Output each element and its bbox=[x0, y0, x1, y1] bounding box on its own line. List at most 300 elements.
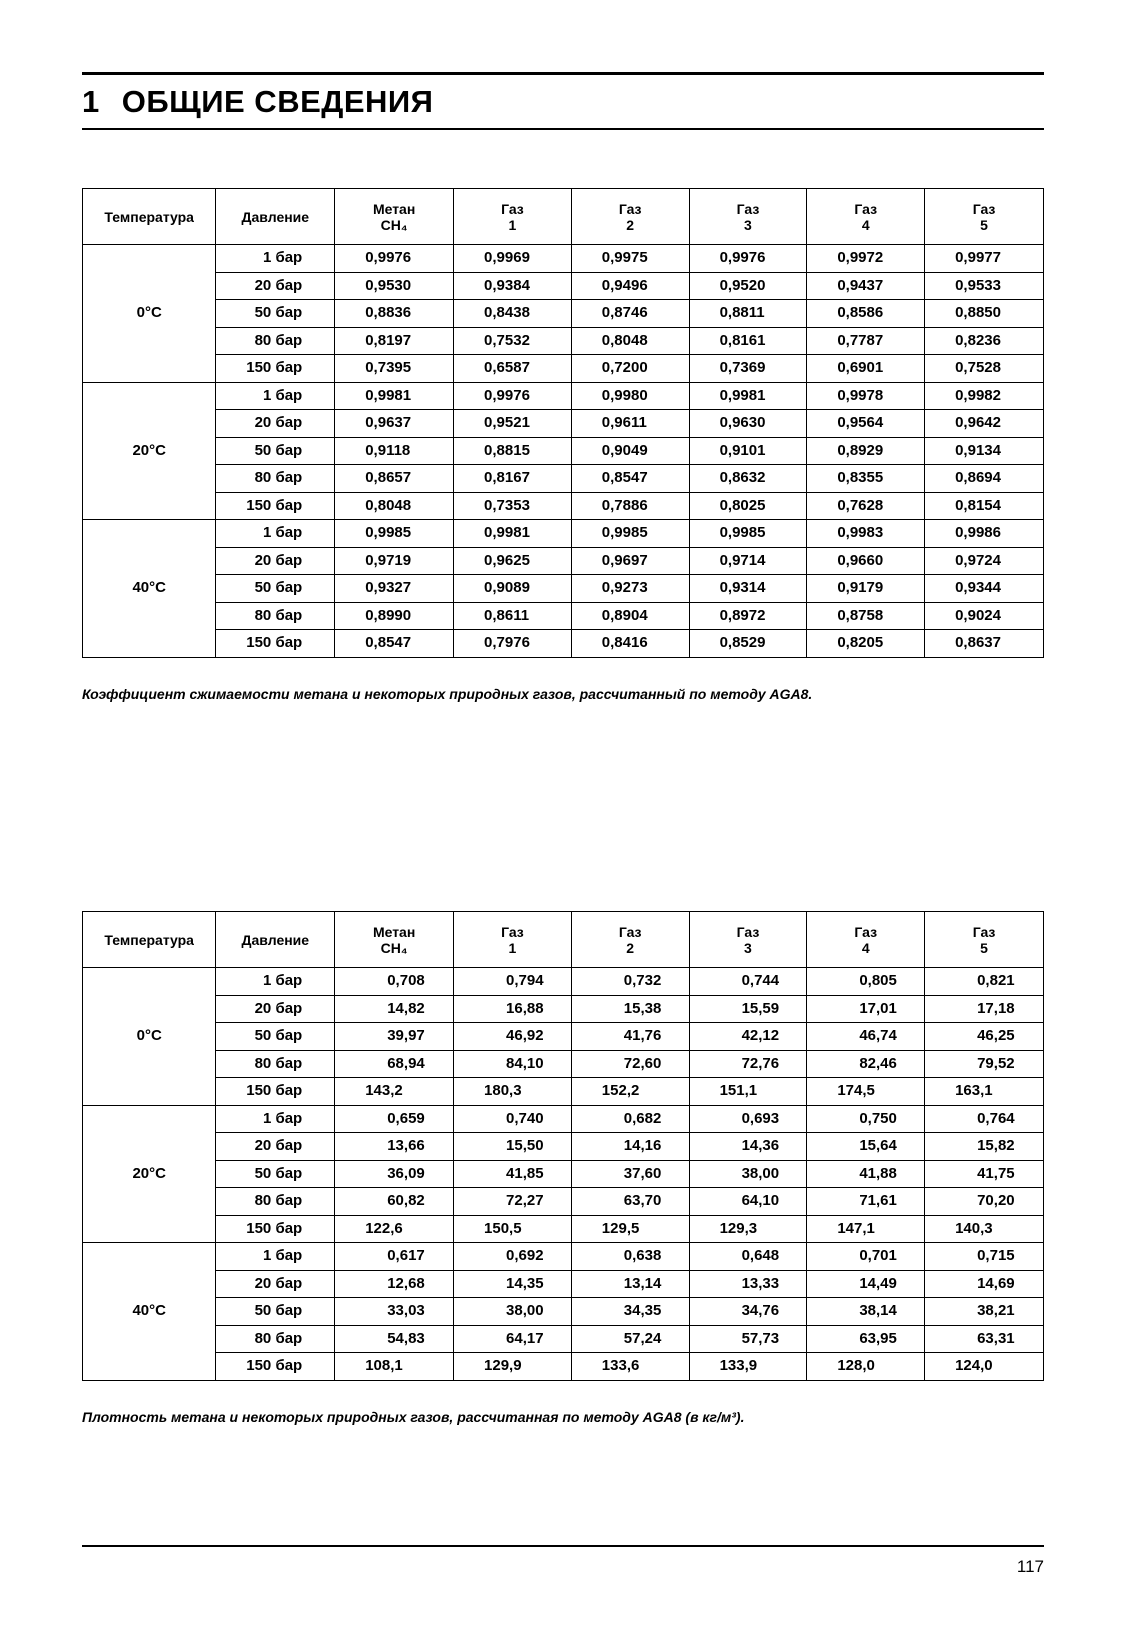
value-cell: 129,3 bbox=[689, 1215, 807, 1243]
pressure-cell: 80 бар bbox=[216, 465, 335, 493]
value-cell: 0,8048 bbox=[571, 327, 689, 355]
value-cell: 0,764 bbox=[925, 1105, 1044, 1133]
value-cell: 0,9972 bbox=[807, 245, 925, 273]
value-cell: 0,6587 bbox=[454, 355, 572, 383]
temperature-cell: 20°C bbox=[83, 382, 216, 520]
value-cell: 0,8154 bbox=[925, 492, 1044, 520]
header-gas-number: 1 bbox=[508, 216, 517, 233]
value-cell: 60,82 bbox=[335, 1188, 454, 1216]
value-cell: 0,7976 bbox=[454, 630, 572, 658]
value-cell: 0,7787 bbox=[807, 327, 925, 355]
value-cell: 41,85 bbox=[454, 1160, 572, 1188]
value-cell: 0,9314 bbox=[689, 575, 807, 603]
header-gas-label: Газ bbox=[618, 200, 642, 217]
pressure-cell: 20 бар bbox=[216, 410, 335, 438]
header-gas-number: 3 bbox=[744, 939, 752, 956]
header-temperature: Температура bbox=[83, 912, 216, 968]
value-cell: 12,68 bbox=[335, 1270, 454, 1298]
table-row bbox=[83, 602, 1044, 630]
value-cell: 0,9024 bbox=[925, 602, 1044, 630]
value-cell: 84,10 bbox=[454, 1050, 572, 1078]
table-row bbox=[83, 520, 1044, 548]
value-cell: 163,1 bbox=[925, 1078, 1044, 1106]
header-gas-label: Газ bbox=[501, 200, 524, 217]
compressibility-caption: Коэффициент сжимаемости метана и некоторых природных газов, рассчитанный по методу AGA8. bbox=[82, 686, 813, 702]
temperature-cell: 0°C bbox=[83, 968, 216, 1106]
value-cell: 14,36 bbox=[689, 1133, 807, 1161]
value-cell: 0,9985 bbox=[689, 520, 807, 548]
value-cell: 180,3 bbox=[454, 1078, 572, 1106]
section-title: ОБЩИЕ СВЕДЕНИЯ bbox=[121, 84, 434, 119]
header-gas-3 bbox=[689, 912, 807, 968]
value-cell: 0,9437 bbox=[807, 272, 925, 300]
value-cell: 0,8048 bbox=[335, 492, 454, 520]
header-gas-number: 3 bbox=[744, 216, 752, 233]
value-cell: 0,9981 bbox=[689, 382, 807, 410]
header-methane-formula: CH₄ bbox=[380, 939, 408, 956]
table-row bbox=[83, 1133, 1044, 1161]
value-cell: 0,8836 bbox=[335, 300, 454, 328]
value-cell: 0,8611 bbox=[454, 602, 572, 630]
value-cell: 0,9625 bbox=[454, 547, 572, 575]
value-cell: 0,9975 bbox=[571, 245, 689, 273]
pressure-cell: 150 бар bbox=[216, 630, 335, 658]
value-cell: 122,6 bbox=[335, 1215, 454, 1243]
value-cell: 0,8972 bbox=[689, 602, 807, 630]
value-cell: 0,617 bbox=[335, 1243, 454, 1271]
table-row bbox=[83, 1243, 1044, 1271]
compressibility-table-wrap bbox=[82, 188, 1044, 658]
value-cell: 39,97 bbox=[335, 1023, 454, 1051]
table-row bbox=[83, 575, 1044, 603]
value-cell: 0,805 bbox=[807, 968, 925, 996]
value-cell: 0,9101 bbox=[689, 437, 807, 465]
table-row bbox=[83, 300, 1044, 328]
value-cell: 0,7395 bbox=[335, 355, 454, 383]
value-cell: 0,7353 bbox=[454, 492, 572, 520]
pressure-cell: 50 бар bbox=[216, 437, 335, 465]
value-cell: 17,01 bbox=[807, 995, 925, 1023]
value-cell: 0,9521 bbox=[454, 410, 572, 438]
value-cell: 68,94 bbox=[335, 1050, 454, 1078]
table-row bbox=[83, 1023, 1044, 1051]
header-gas-number: 5 bbox=[980, 216, 988, 233]
header-gas-label: Газ bbox=[972, 923, 996, 940]
value-cell: 72,27 bbox=[454, 1188, 572, 1216]
header-gas-number: 5 bbox=[980, 939, 988, 956]
value-cell: 0,9976 bbox=[689, 245, 807, 273]
value-cell: 0,9660 bbox=[807, 547, 925, 575]
header-row bbox=[83, 189, 1044, 245]
value-cell: 0,8416 bbox=[571, 630, 689, 658]
value-cell: 36,09 bbox=[335, 1160, 454, 1188]
value-cell: 0,708 bbox=[335, 968, 454, 996]
value-cell: 72,76 bbox=[689, 1050, 807, 1078]
value-cell: 0,8811 bbox=[689, 300, 807, 328]
pressure-cell: 50 бар bbox=[216, 575, 335, 603]
temperature-cell: 20°C bbox=[83, 1105, 216, 1243]
value-cell: 0,693 bbox=[689, 1105, 807, 1133]
value-cell: 0,659 bbox=[335, 1105, 454, 1133]
value-cell: 0,6901 bbox=[807, 355, 925, 383]
value-cell: 0,8438 bbox=[454, 300, 572, 328]
temperature-cell: 40°C bbox=[83, 520, 216, 658]
value-cell: 0,9049 bbox=[571, 437, 689, 465]
value-cell: 38,14 bbox=[807, 1298, 925, 1326]
header-gas-number: 4 bbox=[861, 939, 870, 956]
value-cell: 46,25 bbox=[925, 1023, 1044, 1051]
value-cell: 0,9981 bbox=[335, 382, 454, 410]
value-cell: 17,18 bbox=[925, 995, 1044, 1023]
value-cell: 37,60 bbox=[571, 1160, 689, 1188]
value-cell: 0,794 bbox=[454, 968, 572, 996]
header-pressure: Давление bbox=[216, 189, 335, 245]
value-cell: 0,9273 bbox=[571, 575, 689, 603]
header-gas-1 bbox=[454, 912, 572, 968]
value-cell: 0,9981 bbox=[454, 520, 572, 548]
value-cell: 64,17 bbox=[454, 1325, 572, 1353]
value-cell: 0,9985 bbox=[335, 520, 454, 548]
page-number: 117 bbox=[1016, 1557, 1044, 1576]
value-cell: 70,20 bbox=[925, 1188, 1044, 1216]
value-cell: 0,638 bbox=[571, 1243, 689, 1271]
value-cell: 0,9983 bbox=[807, 520, 925, 548]
value-cell: 0,8161 bbox=[689, 327, 807, 355]
value-cell: 46,92 bbox=[454, 1023, 572, 1051]
pressure-cell: 150 бар bbox=[216, 1078, 335, 1106]
table-row bbox=[83, 465, 1044, 493]
value-cell: 124,0 bbox=[925, 1353, 1044, 1381]
value-cell: 41,88 bbox=[807, 1160, 925, 1188]
value-cell: 0,9976 bbox=[335, 245, 454, 273]
value-cell: 128,0 bbox=[807, 1353, 925, 1381]
value-cell: 0,8694 bbox=[925, 465, 1044, 493]
value-cell: 0,8167 bbox=[454, 465, 572, 493]
table-row bbox=[83, 968, 1044, 996]
value-cell: 41,76 bbox=[571, 1023, 689, 1051]
value-cell: 152,2 bbox=[571, 1078, 689, 1106]
value-cell: 64,10 bbox=[689, 1188, 807, 1216]
pressure-cell: 1 бар bbox=[216, 520, 335, 548]
table-body bbox=[83, 968, 1044, 1381]
value-cell: 0,9977 bbox=[925, 245, 1044, 273]
table-row bbox=[83, 245, 1044, 273]
pressure-cell: 150 бар bbox=[216, 1215, 335, 1243]
value-cell: 38,21 bbox=[925, 1298, 1044, 1326]
header-gas-label: Газ bbox=[736, 200, 760, 217]
value-cell: 16,88 bbox=[454, 995, 572, 1023]
header-gas-1 bbox=[454, 189, 572, 245]
footer-rule bbox=[82, 1545, 1044, 1547]
table-row bbox=[83, 492, 1044, 520]
value-cell: 0,682 bbox=[571, 1105, 689, 1133]
header-pressure: Давление bbox=[216, 912, 335, 968]
value-cell: 0,701 bbox=[807, 1243, 925, 1271]
value-cell: 82,46 bbox=[807, 1050, 925, 1078]
value-cell: 63,31 bbox=[925, 1325, 1044, 1353]
table-row bbox=[83, 995, 1044, 1023]
value-cell: 0,9520 bbox=[689, 272, 807, 300]
table-row bbox=[83, 630, 1044, 658]
value-cell: 0,648 bbox=[689, 1243, 807, 1271]
value-cell: 0,9564 bbox=[807, 410, 925, 438]
value-cell: 0,7532 bbox=[454, 327, 572, 355]
pressure-cell: 80 бар bbox=[216, 327, 335, 355]
density-caption: Плотность метана и некоторых природных газов, рассчитанная по методу AGA8 (в кг/м³). bbox=[82, 1409, 745, 1425]
pressure-cell: 1 бар bbox=[216, 245, 335, 273]
pressure-cell: 1 бар bbox=[216, 382, 335, 410]
pressure-cell: 20 бар bbox=[216, 995, 335, 1023]
pressure-cell: 150 бар bbox=[216, 492, 335, 520]
compressibility-table bbox=[82, 188, 1044, 658]
value-cell: 0,7200 bbox=[571, 355, 689, 383]
table-header bbox=[83, 189, 1044, 245]
value-cell: 0,8637 bbox=[925, 630, 1044, 658]
value-cell: 0,9978 bbox=[807, 382, 925, 410]
table-row bbox=[83, 1215, 1044, 1243]
value-cell: 63,70 bbox=[571, 1188, 689, 1216]
value-cell: 0,9179 bbox=[807, 575, 925, 603]
value-cell: 14,69 bbox=[925, 1270, 1044, 1298]
table-row bbox=[83, 355, 1044, 383]
table-row bbox=[83, 437, 1044, 465]
value-cell: 0,8657 bbox=[335, 465, 454, 493]
value-cell: 15,50 bbox=[454, 1133, 572, 1161]
header-temperature: Температура bbox=[83, 189, 216, 245]
value-cell: 129,5 bbox=[571, 1215, 689, 1243]
value-cell: 0,9496 bbox=[571, 272, 689, 300]
value-cell: 71,61 bbox=[807, 1188, 925, 1216]
pressure-cell: 1 бар bbox=[216, 1105, 335, 1133]
value-cell: 0,8815 bbox=[454, 437, 572, 465]
temperature-cell: 0°C bbox=[83, 245, 216, 383]
value-cell: 143,2 bbox=[335, 1078, 454, 1106]
value-cell: 0,9630 bbox=[689, 410, 807, 438]
header-gas-label: Газ bbox=[618, 923, 642, 940]
table-row bbox=[83, 547, 1044, 575]
header-gas-2 bbox=[571, 912, 689, 968]
table-row bbox=[83, 1353, 1044, 1381]
value-cell: 46,74 bbox=[807, 1023, 925, 1051]
header-gas-number: 2 bbox=[626, 216, 635, 233]
value-cell: 0,9327 bbox=[335, 575, 454, 603]
pressure-cell: 80 бар bbox=[216, 1050, 335, 1078]
value-cell: 41,75 bbox=[925, 1160, 1044, 1188]
header-gas-number: 2 bbox=[626, 939, 635, 956]
value-cell: 140,3 bbox=[925, 1215, 1044, 1243]
pressure-cell: 1 бар bbox=[216, 1243, 335, 1271]
value-cell: 0,9714 bbox=[689, 547, 807, 575]
value-cell: 0,8025 bbox=[689, 492, 807, 520]
table-row bbox=[83, 272, 1044, 300]
value-cell: 0,9985 bbox=[571, 520, 689, 548]
heading-underline bbox=[82, 128, 1044, 130]
value-cell: 133,6 bbox=[571, 1353, 689, 1381]
value-cell: 0,7886 bbox=[571, 492, 689, 520]
header-gas-label: Газ bbox=[736, 923, 760, 940]
value-cell: 14,82 bbox=[335, 995, 454, 1023]
value-cell: 129,9 bbox=[454, 1353, 572, 1381]
header-methane bbox=[335, 189, 454, 245]
value-cell: 0,9533 bbox=[925, 272, 1044, 300]
value-cell: 0,8529 bbox=[689, 630, 807, 658]
value-cell: 0,9530 bbox=[335, 272, 454, 300]
header-gas-4 bbox=[807, 189, 925, 245]
pressure-cell: 150 бар bbox=[216, 1353, 335, 1381]
table-row bbox=[83, 1270, 1044, 1298]
header-row bbox=[83, 912, 1044, 968]
table-row bbox=[83, 1298, 1044, 1326]
value-cell: 0,9089 bbox=[454, 575, 572, 603]
value-cell: 0,692 bbox=[454, 1243, 572, 1271]
header-methane-formula: CH₄ bbox=[380, 216, 408, 233]
value-cell: 0,9642 bbox=[925, 410, 1044, 438]
value-cell: 0,715 bbox=[925, 1243, 1044, 1271]
top-rule bbox=[82, 72, 1044, 75]
header-methane bbox=[335, 912, 454, 968]
pressure-cell: 80 бар bbox=[216, 602, 335, 630]
temperature-cell: 40°C bbox=[83, 1243, 216, 1381]
value-cell: 0,8586 bbox=[807, 300, 925, 328]
value-cell: 0,8236 bbox=[925, 327, 1044, 355]
value-cell: 0,9969 bbox=[454, 245, 572, 273]
table-row bbox=[83, 410, 1044, 438]
value-cell: 54,83 bbox=[335, 1325, 454, 1353]
value-cell: 14,49 bbox=[807, 1270, 925, 1298]
header-gas-label: Газ bbox=[854, 200, 878, 217]
value-cell: 0,8746 bbox=[571, 300, 689, 328]
table-row bbox=[83, 382, 1044, 410]
table-row bbox=[83, 1078, 1044, 1106]
table-row bbox=[83, 1160, 1044, 1188]
header-gas-number: 1 bbox=[508, 939, 517, 956]
value-cell: 0,9976 bbox=[454, 382, 572, 410]
value-cell: 79,52 bbox=[925, 1050, 1044, 1078]
value-cell: 108,1 bbox=[335, 1353, 454, 1381]
value-cell: 0,732 bbox=[571, 968, 689, 996]
value-cell: 0,8990 bbox=[335, 602, 454, 630]
value-cell: 13,33 bbox=[689, 1270, 807, 1298]
value-cell: 0,8929 bbox=[807, 437, 925, 465]
value-cell: 147,1 bbox=[807, 1215, 925, 1243]
value-cell: 0,9637 bbox=[335, 410, 454, 438]
section-heading bbox=[82, 84, 433, 120]
value-cell: 133,9 bbox=[689, 1353, 807, 1381]
value-cell: 13,14 bbox=[571, 1270, 689, 1298]
table-row bbox=[83, 1105, 1044, 1133]
header-methane-name: Метан bbox=[372, 200, 416, 217]
value-cell: 38,00 bbox=[689, 1160, 807, 1188]
value-cell: 0,750 bbox=[807, 1105, 925, 1133]
pressure-cell: 50 бар bbox=[216, 1298, 335, 1326]
header-gas-label: Газ bbox=[501, 923, 524, 940]
pressure-cell: 20 бар bbox=[216, 1133, 335, 1161]
value-cell: 0,9344 bbox=[925, 575, 1044, 603]
value-cell: 0,9982 bbox=[925, 382, 1044, 410]
header-methane-name: Метан bbox=[372, 923, 416, 940]
value-cell: 0,8355 bbox=[807, 465, 925, 493]
value-cell: 0,8904 bbox=[571, 602, 689, 630]
header-gas-number: 4 bbox=[861, 216, 870, 233]
value-cell: 57,73 bbox=[689, 1325, 807, 1353]
value-cell: 0,9719 bbox=[335, 547, 454, 575]
value-cell: 0,9611 bbox=[571, 410, 689, 438]
pressure-cell: 20 бар bbox=[216, 272, 335, 300]
value-cell: 0,8205 bbox=[807, 630, 925, 658]
pressure-cell: 20 бар bbox=[216, 1270, 335, 1298]
value-cell: 0,7369 bbox=[689, 355, 807, 383]
value-cell: 72,60 bbox=[571, 1050, 689, 1078]
value-cell: 150,5 bbox=[454, 1215, 572, 1243]
header-gas-3 bbox=[689, 189, 807, 245]
density-table bbox=[82, 911, 1044, 1381]
value-cell: 38,00 bbox=[454, 1298, 572, 1326]
value-cell: 0,9134 bbox=[925, 437, 1044, 465]
value-cell: 0,9697 bbox=[571, 547, 689, 575]
value-cell: 0,9118 bbox=[335, 437, 454, 465]
value-cell: 15,38 bbox=[571, 995, 689, 1023]
value-cell: 0,8547 bbox=[335, 630, 454, 658]
value-cell: 14,16 bbox=[571, 1133, 689, 1161]
value-cell: 0,7528 bbox=[925, 355, 1044, 383]
value-cell: 13,66 bbox=[335, 1133, 454, 1161]
value-cell: 63,95 bbox=[807, 1325, 925, 1353]
value-cell: 0,8547 bbox=[571, 465, 689, 493]
value-cell: 0,9986 bbox=[925, 520, 1044, 548]
value-cell: 57,24 bbox=[571, 1325, 689, 1353]
value-cell: 34,35 bbox=[571, 1298, 689, 1326]
pressure-cell: 1 бар bbox=[216, 968, 335, 996]
header-gas-5 bbox=[925, 189, 1044, 245]
pressure-cell: 80 бар bbox=[216, 1188, 335, 1216]
header-gas-5 bbox=[925, 912, 1044, 968]
value-cell: 33,03 bbox=[335, 1298, 454, 1326]
value-cell: 0,9980 bbox=[571, 382, 689, 410]
value-cell: 0,8758 bbox=[807, 602, 925, 630]
pressure-cell: 50 бар bbox=[216, 1160, 335, 1188]
value-cell: 0,8850 bbox=[925, 300, 1044, 328]
value-cell: 0,744 bbox=[689, 968, 807, 996]
density-table-wrap bbox=[82, 911, 1044, 1381]
header-gas-label: Газ bbox=[854, 923, 878, 940]
table-row bbox=[83, 1188, 1044, 1216]
value-cell: 0,821 bbox=[925, 968, 1044, 996]
value-cell: 0,9384 bbox=[454, 272, 572, 300]
pressure-cell: 50 бар bbox=[216, 300, 335, 328]
value-cell: 0,740 bbox=[454, 1105, 572, 1133]
table-header bbox=[83, 912, 1044, 968]
table-row bbox=[83, 1050, 1044, 1078]
pressure-cell: 50 бар bbox=[216, 1023, 335, 1051]
table-row bbox=[83, 327, 1044, 355]
value-cell: 0,7628 bbox=[807, 492, 925, 520]
table-body bbox=[83, 245, 1044, 658]
header-gas-label: Газ bbox=[972, 200, 996, 217]
value-cell: 15,82 bbox=[925, 1133, 1044, 1161]
section-number: 1 bbox=[82, 84, 100, 119]
value-cell: 151,1 bbox=[689, 1078, 807, 1106]
value-cell: 174,5 bbox=[807, 1078, 925, 1106]
value-cell: 34,76 bbox=[689, 1298, 807, 1326]
value-cell: 0,9724 bbox=[925, 547, 1044, 575]
value-cell: 0,8197 bbox=[335, 327, 454, 355]
pressure-cell: 80 бар bbox=[216, 1325, 335, 1353]
value-cell: 15,64 bbox=[807, 1133, 925, 1161]
value-cell: 0,8632 bbox=[689, 465, 807, 493]
value-cell: 14,35 bbox=[454, 1270, 572, 1298]
pressure-cell: 150 бар bbox=[216, 355, 335, 383]
header-gas-2 bbox=[571, 189, 689, 245]
